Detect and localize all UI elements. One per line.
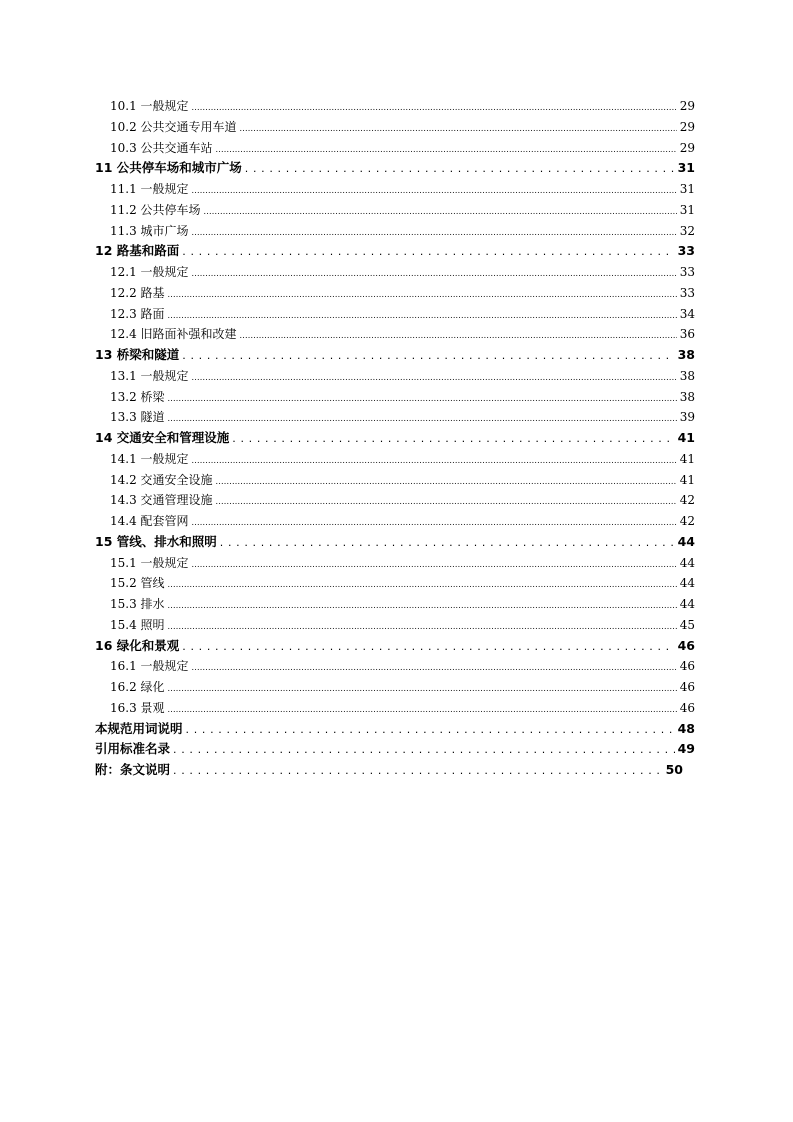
toc-entry[interactable] [110,305,695,323]
toc-entry[interactable] [110,678,695,696]
toc-entry-page-number: 34 [679,307,695,321]
dot-leader [192,657,677,675]
toc-entry-title: 15.4 照明 [110,618,165,632]
toc-entry[interactable] [110,574,695,592]
toc-entry-page-number: 41 [679,452,695,466]
dot-leader [192,263,677,281]
toc-entry-page-number: 45 [679,618,695,632]
toc-entry[interactable] [110,97,695,115]
toc-entry-title: 14 交通安全和管理设施 [95,430,230,445]
dot-leader [182,242,674,260]
toc-entry-title: 12.2 路基 [110,286,165,300]
toc-entry-title: 10.3 公共交通车站 [110,141,213,155]
toc-entry[interactable] [95,533,695,551]
dot-leader [168,284,677,302]
toc-entry-title: 13.1 一般规定 [110,369,189,383]
toc-entry-page-number: 46 [679,659,695,673]
toc-entry[interactable] [95,159,695,177]
toc-entry-title: 15.1 一般规定 [110,556,189,570]
dot-leader [168,305,677,323]
dot-leader [168,699,677,717]
dot-leader [192,97,677,115]
toc-entry-page-number: 33 [679,286,695,300]
toc-entry-page-number: 32 [679,224,695,238]
dot-leader [245,159,675,177]
toc-entry-title: 15.3 排水 [110,597,165,611]
toc-entry[interactable] [110,367,695,385]
toc-entry[interactable] [110,471,695,489]
dot-leader [182,346,674,364]
toc-entry[interactable] [110,616,695,634]
toc-entry-title: 16 绿化和景观 [95,638,180,653]
toc-entry-page-number: 48 [677,721,695,736]
toc-entry[interactable] [95,720,695,738]
toc-entry-page-number: 49 [677,741,695,756]
toc-entry-title: 附：条文说明 [95,762,171,777]
toc-entry[interactable] [110,491,695,509]
toc-entry-title: 11.1 一般规定 [110,182,189,196]
toc-entry-title: 本规范用词说明 [95,721,183,736]
toc-entry-page-number: 46 [679,680,695,694]
toc-entry-title: 15 管线、排水和照明 [95,534,217,549]
dot-leader [240,118,677,136]
toc-entry-title: 15.2 管线 [110,576,165,590]
toc-entry[interactable] [110,139,695,157]
dot-leader [216,471,677,489]
toc-entry-title: 12.1 一般规定 [110,265,189,279]
dot-leader [216,491,677,509]
toc-entry-page-number: 41 [677,430,695,445]
toc-entry-title: 13 桥梁和隧道 [95,347,180,362]
toc-entry-page-number: 41 [679,473,695,487]
toc-entry-title: 11.3 城市广场 [110,224,189,238]
toc-entry[interactable] [110,408,695,426]
dot-leader [216,139,677,157]
toc-entry[interactable] [110,699,695,717]
toc-entry-page-number: 33 [679,265,695,279]
dot-leader [168,678,677,696]
toc-entry-page-number: 44 [679,576,695,590]
dot-leader [168,574,677,592]
toc-entry-page-number: 44 [679,597,695,611]
toc-entry-page-number: 38 [679,390,695,404]
toc-entry[interactable] [110,512,695,530]
toc-entry[interactable] [110,222,695,240]
toc-entry-page-number: 36 [679,327,695,341]
dot-leader [204,201,677,219]
dot-leader [192,450,677,468]
toc-entry-title: 12 路基和路面 [95,243,180,258]
toc-entry-page-number: 38 [677,347,695,362]
toc-entry[interactable] [95,761,683,779]
toc-entry-title: 引用标准名录 [95,741,171,756]
toc-entry-title: 13.3 隧道 [110,410,165,424]
toc-entry-title: 16.1 一般规定 [110,659,189,673]
toc-entry-page-number: 44 [679,556,695,570]
toc-entry-page-number: 33 [677,243,695,258]
dot-leader [173,761,663,779]
toc-entry-page-number: 42 [679,493,695,507]
toc-entry-page-number: 29 [679,120,695,134]
dot-leader [168,388,677,406]
toc-entry-title: 16.3 景观 [110,701,165,715]
toc-entry-title: 11.2 公共停车场 [110,203,201,217]
toc-entry-page-number: 42 [679,514,695,528]
toc-entry-title: 13.2 桥梁 [110,390,165,404]
toc-entry[interactable] [110,325,695,343]
toc-entry-page-number: 39 [679,410,695,424]
toc-entry[interactable] [110,450,695,468]
dot-leader [192,367,677,385]
toc-entry[interactable] [110,263,695,281]
toc-entry-title: 10.2 公共交通专用车道 [110,120,237,134]
toc-entry[interactable] [110,595,695,613]
dot-leader [173,740,675,758]
toc-entry-page-number: 50 [665,762,683,777]
toc-entry-page-number: 38 [679,369,695,383]
toc-entry-title: 14.4 配套管网 [110,514,189,528]
dot-leader [240,325,677,343]
toc-entry-page-number: 29 [679,99,695,113]
toc-entry[interactable] [110,657,695,675]
toc-entry-page-number: 31 [679,203,695,217]
toc-entry[interactable] [110,284,695,302]
toc-entry[interactable] [110,554,695,572]
toc-entry-title: 12.4 旧路面补强和改建 [110,327,237,341]
toc-entry-title: 10.1 一般规定 [110,99,189,113]
toc-entry-page-number: 46 [679,701,695,715]
dot-leader [192,512,677,530]
toc-entry-title: 14.3 交通管理设施 [110,493,213,507]
dot-leader [168,408,677,426]
toc-entry-page-number: 31 [679,182,695,196]
toc-entry[interactable] [95,346,695,364]
toc-entry-page-number: 44 [677,534,695,549]
toc-entry-title: 14.2 交通安全设施 [110,473,213,487]
toc-entry[interactable] [95,740,695,758]
toc-entry[interactable] [95,429,695,447]
dot-leader [192,554,677,572]
dot-leader [182,637,674,655]
toc-entry-title: 12.3 路面 [110,307,165,321]
toc-entry[interactable] [110,388,695,406]
dot-leader [220,533,675,551]
toc-entry-page-number: 46 [677,638,695,653]
toc-entry[interactable] [110,118,695,136]
dot-leader [232,429,674,447]
dot-leader [192,180,677,198]
toc-entry-page-number: 29 [679,141,695,155]
toc-entry-title: 11 公共停车场和城市广场 [95,160,242,175]
dot-leader [168,595,677,613]
dot-leader [186,720,675,738]
toc-entry[interactable] [110,180,695,198]
dot-leader [168,616,677,634]
toc-entry-title: 16.2 绿化 [110,680,165,694]
toc-entry[interactable] [95,242,695,260]
toc-entry[interactable] [95,637,695,655]
dot-leader [192,222,677,240]
toc-entry[interactable] [110,201,695,219]
toc-entry-title: 14.1 一般规定 [110,452,189,466]
toc-entry-page-number: 31 [677,160,695,175]
